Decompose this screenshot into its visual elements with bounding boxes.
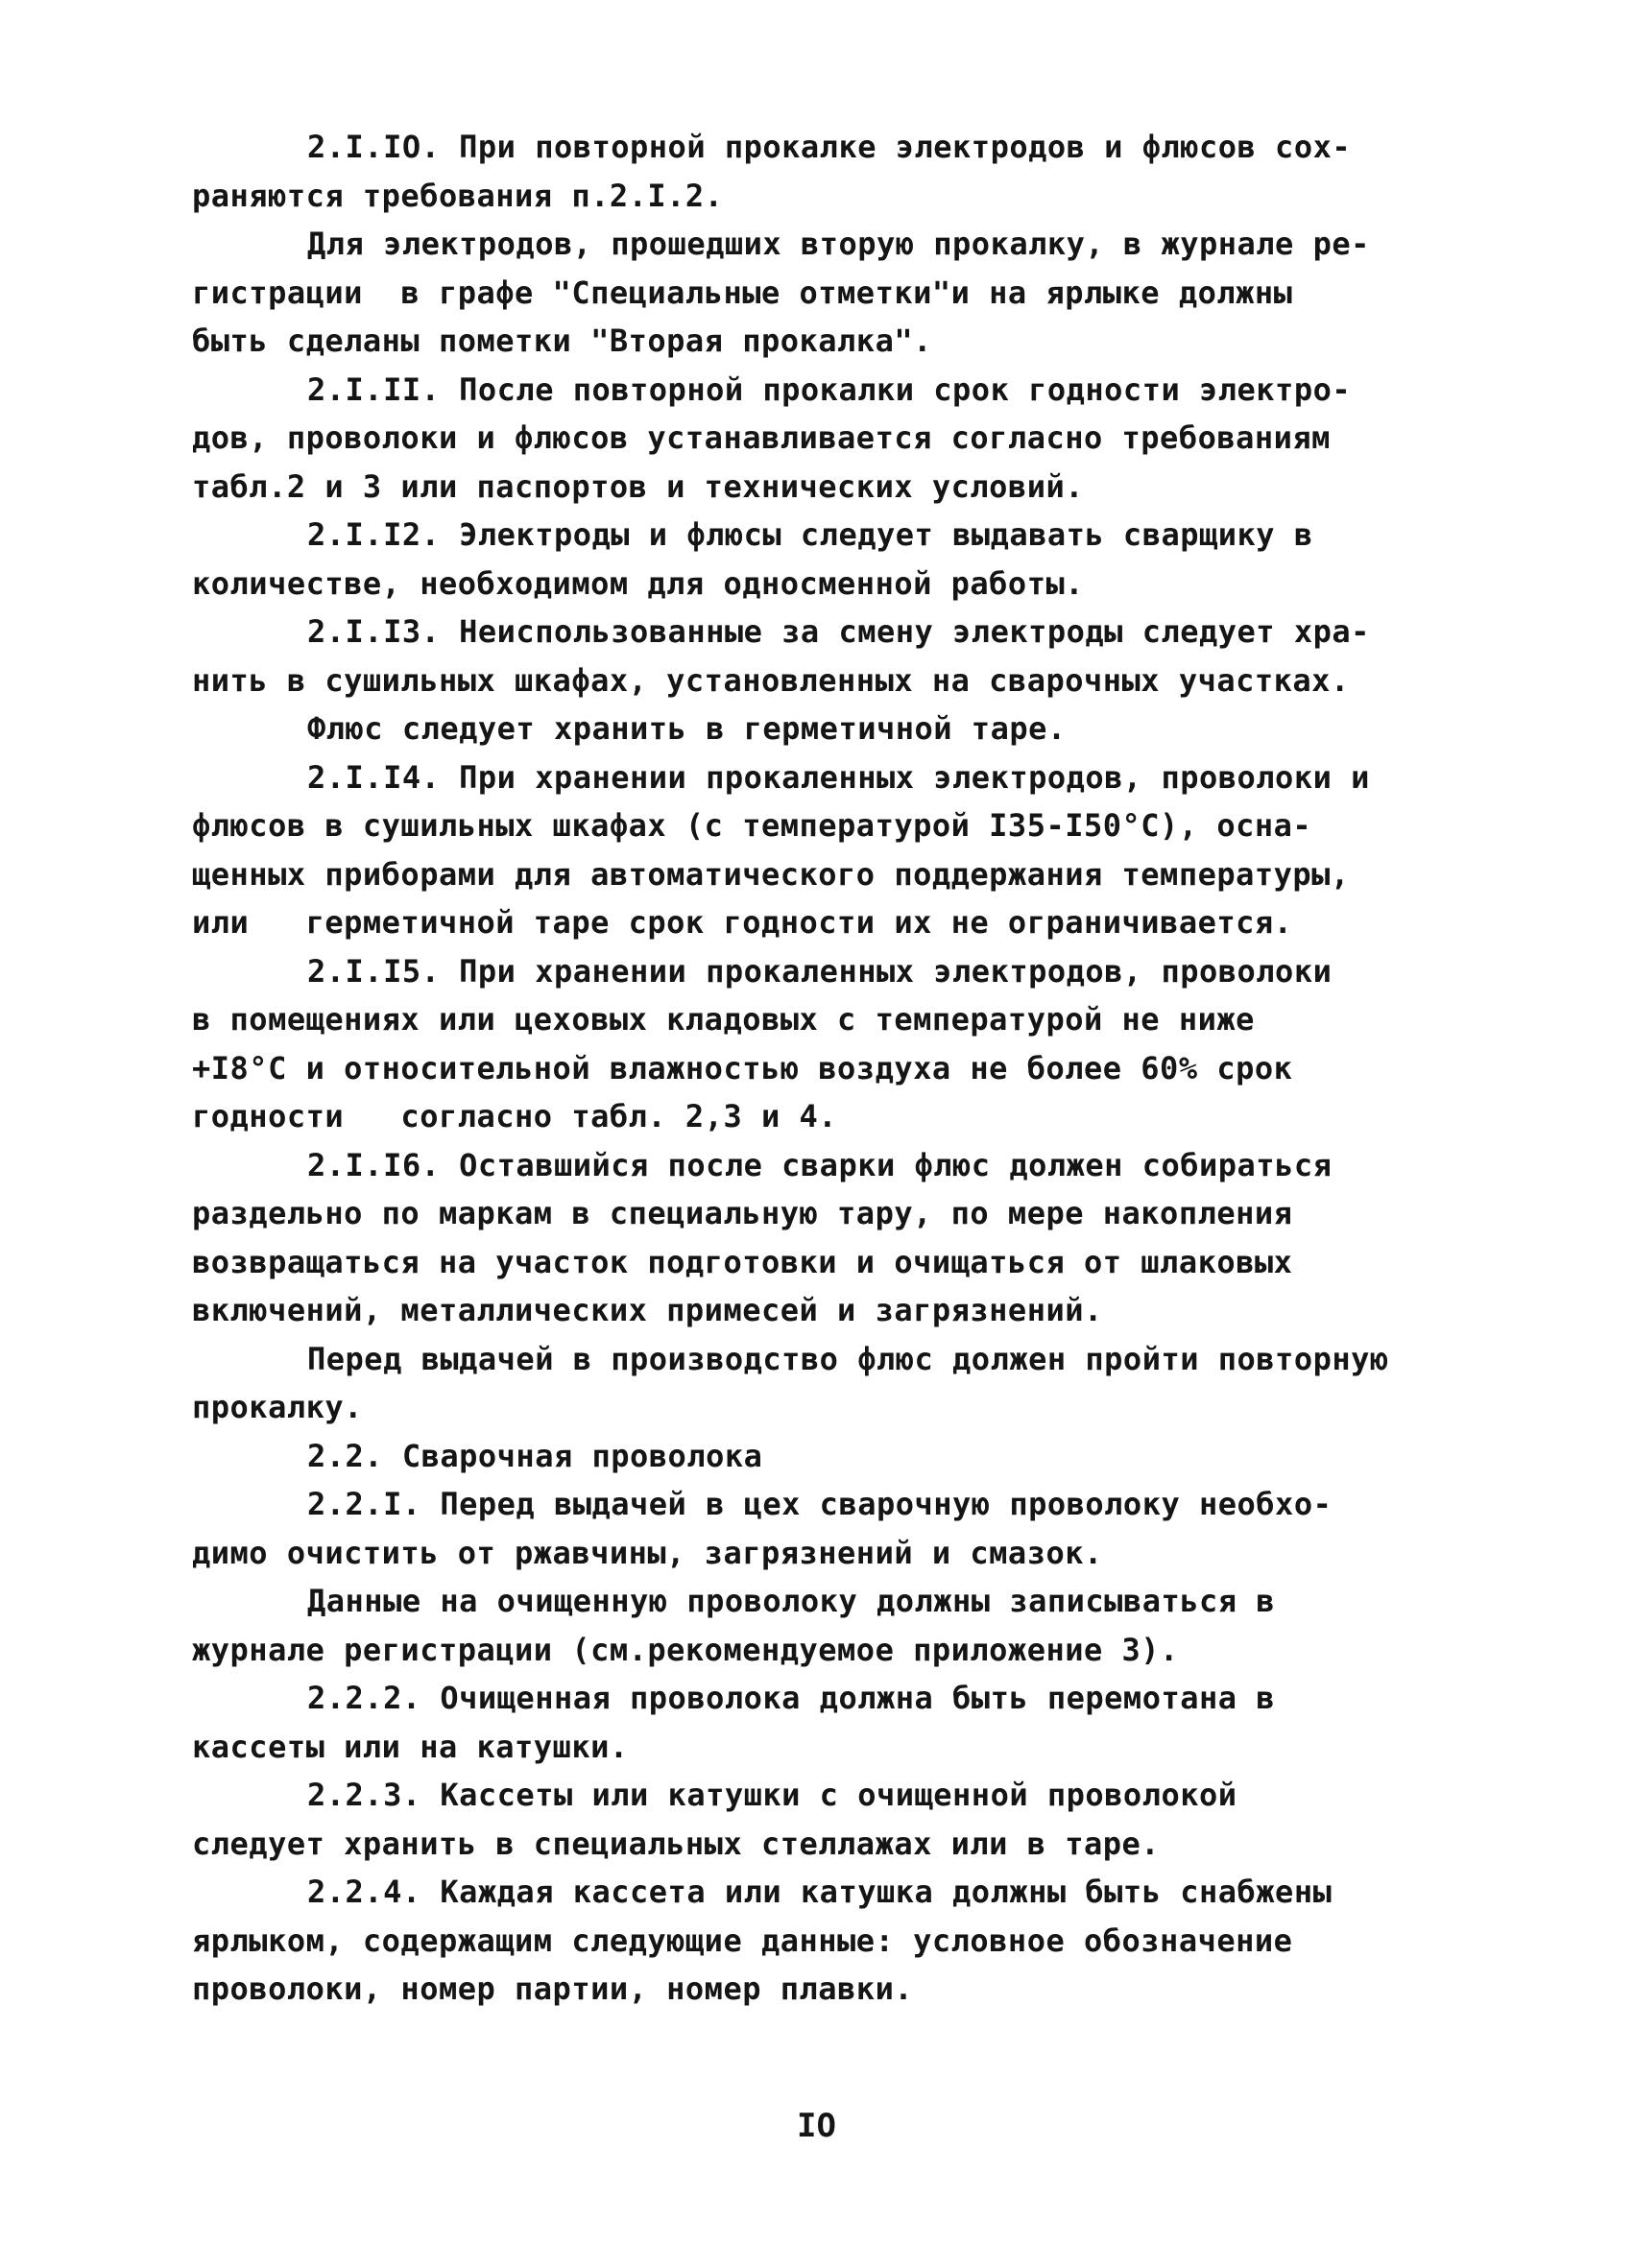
text-line: включений, металлических примесей и загрязнений. bbox=[192, 1292, 1103, 1328]
text-line: 2.I.I5. При хранении прокаленных электродов, проволоки bbox=[307, 952, 1333, 990]
text-line: +I8°С и относительной влажностью воздуха не более 60% срок bbox=[192, 1049, 1293, 1086]
text-line: возвращаться на участок подготовки и очищаться от шлаковых bbox=[192, 1243, 1293, 1280]
text-line: ярлыком, содержащим следующие данные: условное обозначение bbox=[192, 1922, 1293, 1959]
text-line: в помещениях или цеховых кладовых с температурой не ниже bbox=[192, 1001, 1255, 1038]
text-line: 2.2.2. Очищенная проволока должна быть перемотана в bbox=[307, 1680, 1276, 1716]
text-line: нить в сушильных шкафах, установленных на сварочных участках. bbox=[192, 661, 1350, 699]
text-line: 2.I.IO. При повторной прокалке электродов и флюсов сох- bbox=[307, 129, 1352, 165]
text-line: 2.I.I6. Оставшийся после сварки флюс должен собираться bbox=[307, 1146, 1333, 1183]
text-line: 2.I.I4. При хранении прокаленных электродов, проволоки и bbox=[307, 758, 1370, 796]
text-line: 2.2.4. Каждая кассета или катушка должны быть снабжены bbox=[307, 1874, 1333, 1910]
text-line: Перед выдачей в производство флюс должен пройти повторную bbox=[307, 1340, 1389, 1377]
text-line: щенных приборами для автоматического поддержания температуры, bbox=[192, 855, 1350, 893]
text-line: Данные на очищенную проволоку должны записываться в bbox=[307, 1583, 1276, 1619]
text-line: прокалку. bbox=[192, 1389, 363, 1425]
text-line: 2.I.I3. Неиспользованные за смену электроды следует хра- bbox=[307, 613, 1370, 650]
text-line: кассеты или на катушки. bbox=[192, 1728, 629, 1765]
text-line: следует хранить в специальных стеллажах или в таре. bbox=[192, 1825, 1161, 1862]
text-line: годности согласно табл. 2,3 и 4. bbox=[192, 1098, 838, 1134]
text-line: 2.2.3. Кассеты или катушки с очищенной проволокой bbox=[307, 1777, 1237, 1813]
page-number: IO bbox=[797, 2107, 836, 2145]
text-line: Для электродов, прошедших вторую прокалку, в журнале ре- bbox=[307, 226, 1370, 262]
text-line: дов, проволоки и флюсов устанавливается согласно требованиям bbox=[192, 419, 1331, 456]
text-line: димо очистить от ржавчины, загрязнений и смазок. bbox=[192, 1534, 1103, 1571]
text-line: быть сделаны пометки "Вторая прокалка". bbox=[192, 322, 932, 359]
text-line: гистрации в графе "Специальные отметки"и на ярлыке должны bbox=[192, 274, 1293, 311]
text-line: 2.2.I. Перед выдачей в цех сварочную проволоку необхо- bbox=[307, 1486, 1333, 1522]
text-line: раняются требования п.2.I.2. bbox=[192, 177, 724, 214]
text-line: количестве, необходимом для односменной работы. bbox=[192, 564, 1084, 602]
text-line: 2.I.I2. Электроды и флюсы следует выдавать сварщику в bbox=[307, 516, 1313, 553]
text-line: или герметичной таре срок годности их не ограничивается. bbox=[192, 904, 1293, 941]
text-line: 2.I.II. После повторной прокалки срок годности электро- bbox=[307, 370, 1352, 408]
document-body bbox=[192, 123, 1459, 2014]
text-line: журнале регистрации (см.рекомендуемое приложение 3). bbox=[192, 1631, 1179, 1668]
text-line: флюсов в сушильных шкафах (с температурой I35-I50°С), осна- bbox=[192, 807, 1312, 844]
text-line: табл.2 и 3 или паспортов и технических условий. bbox=[192, 467, 1084, 505]
text-line: Флюс следует хранить в герметичной таре. bbox=[307, 710, 1067, 747]
text-line: раздельно по маркам в специальную тару, по мере накопления bbox=[192, 1195, 1293, 1231]
text-line: проволоки, номер партии, номер плавки. bbox=[192, 1970, 914, 2007]
text-line: 2.2. Сварочная проволока bbox=[307, 1437, 763, 1474]
